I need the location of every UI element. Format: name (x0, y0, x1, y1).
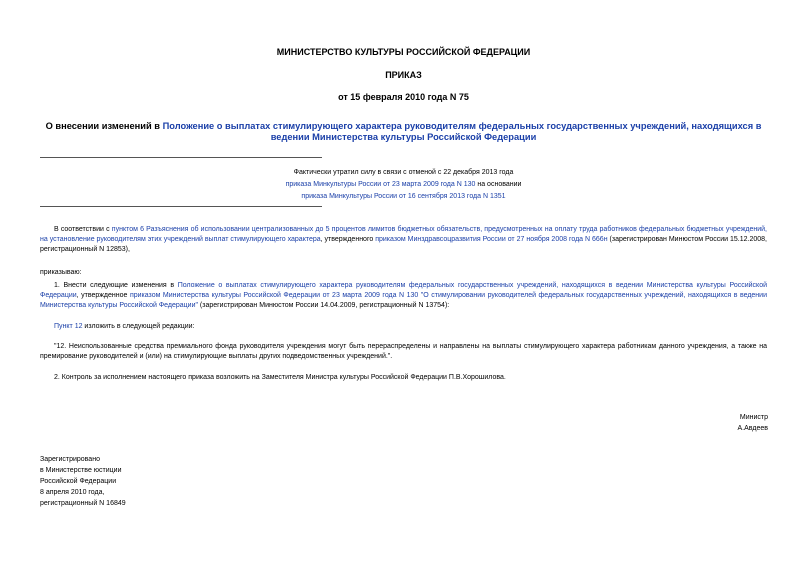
item-1-order-130-link[interactable]: приказом Министерства культуры Российской Федерации от 23 марта 2009 года N 130 "О стимулировании руководителей федеральных государственных учреждений, находящихся в ведении Министерства культуры Российской Федерации" (40, 292, 767, 309)
divider-bottom (40, 206, 322, 207)
preamble-text-1: В соответствии с (54, 226, 112, 233)
order-666n-link[interactable]: приказом Минздравсоцразвития России от 27 ноября 2008 года N 666н (375, 236, 608, 243)
preamble-text-3: (зарегистрирован Минюстом России 15.12.2008, регистрационный N 12853), (40, 236, 767, 253)
status-note-line2 (0, 179, 807, 191)
order-word: приказываю: (40, 269, 82, 276)
document-date-number: от 15 февраля 2010 года N 75 (338, 92, 469, 102)
signatory-name: А.Авдеев (737, 425, 768, 432)
quoted-clause-paragraph: "12. Неиспользованные средства премиального фонда руководителя учреждения могут быть перераспределены и направлены на выплаты стимулирующего характера работникам данного учреждения, а также на премирование руководителей и (или) на стимулирующие выплаты других подведомственных учреждений.". (40, 343, 767, 360)
clause-12-link[interactable]: Пункт 12 (54, 323, 83, 330)
status-order-130-link[interactable]: приказа Минкультуры России от 23 марта 2009 года N 130 (285, 181, 476, 188)
registration-line-4: 8 апреля 2010 года, (40, 489, 105, 496)
registration-line-1: Зарегистрировано (40, 456, 100, 463)
item-12-text: изложить в следующей редакции: (82, 323, 195, 330)
status-order-1351-link[interactable]: приказа Минкультуры России от 16 сентября 2013 года N 1351 (301, 193, 506, 200)
preamble-paragraph (40, 225, 767, 255)
title-prefix: О внесении изменений в (45, 121, 163, 131)
registration-line-2: в Министерстве юстиции (40, 467, 122, 474)
title-regulation-link[interactable]: Положение о выплатах стимулирующего характера руководителям федеральных государственных учреждений, находящихся в ведении Министерства культуры Российской Федерации (162, 121, 762, 142)
signatory-position: Министр (739, 414, 768, 421)
preamble-text-2: , утвержденного (320, 236, 376, 243)
ministry-heading: МИНИСТЕРСТВО КУЛЬТУРЫ РОССИЙСКОЙ ФЕДЕРАЦИИ (276, 47, 531, 57)
item-1-text-3: (зарегистрирован Минюстом России 14.04.2009, регистрационный N 13754): (197, 302, 450, 309)
registration-block (40, 454, 126, 509)
status-note-line2-text: на основании (475, 181, 522, 188)
item-1-text-1: 1. Внести следующие изменения в (54, 282, 178, 289)
item-1-text-2: , утвержденное (76, 292, 130, 299)
divider-top (40, 157, 322, 158)
item-1-regulation-link[interactable]: Положение о выплатах стимулирующего характера руководителям федеральных государственных учреждений, находящихся в ведении Министерства культуры Российской Федерации (40, 282, 767, 299)
item-12-paragraph (40, 322, 767, 332)
document-title (40, 121, 767, 143)
document-type: ПРИКАЗ (385, 70, 422, 80)
status-note-line3 (0, 191, 807, 203)
registration-line-5: регистрационный N 16849 (40, 500, 126, 507)
item-1-paragraph (40, 281, 767, 311)
signature-block (737, 412, 768, 434)
status-note-line1: Фактически утратил силу в связи с отменой с 22 декабря 2013 года (293, 169, 514, 176)
registration-line-3: Российской Федерации (40, 478, 117, 485)
item-2-paragraph: 2. Контроль за исполнением настоящего приказа возложить на Заместителя Министра культуры Российской Федерации П.В.Хорошилова. (54, 374, 506, 381)
clarification-link[interactable]: пунктом 6 Разъяснения об использовании централизованных до 5 процентов лимитов бюджетных обязательств, предусмотренных на оплату труда работников федеральных бюджетных учреждений, на установление руководителям этих учреждений выплат стимулирующего характера (40, 226, 767, 243)
